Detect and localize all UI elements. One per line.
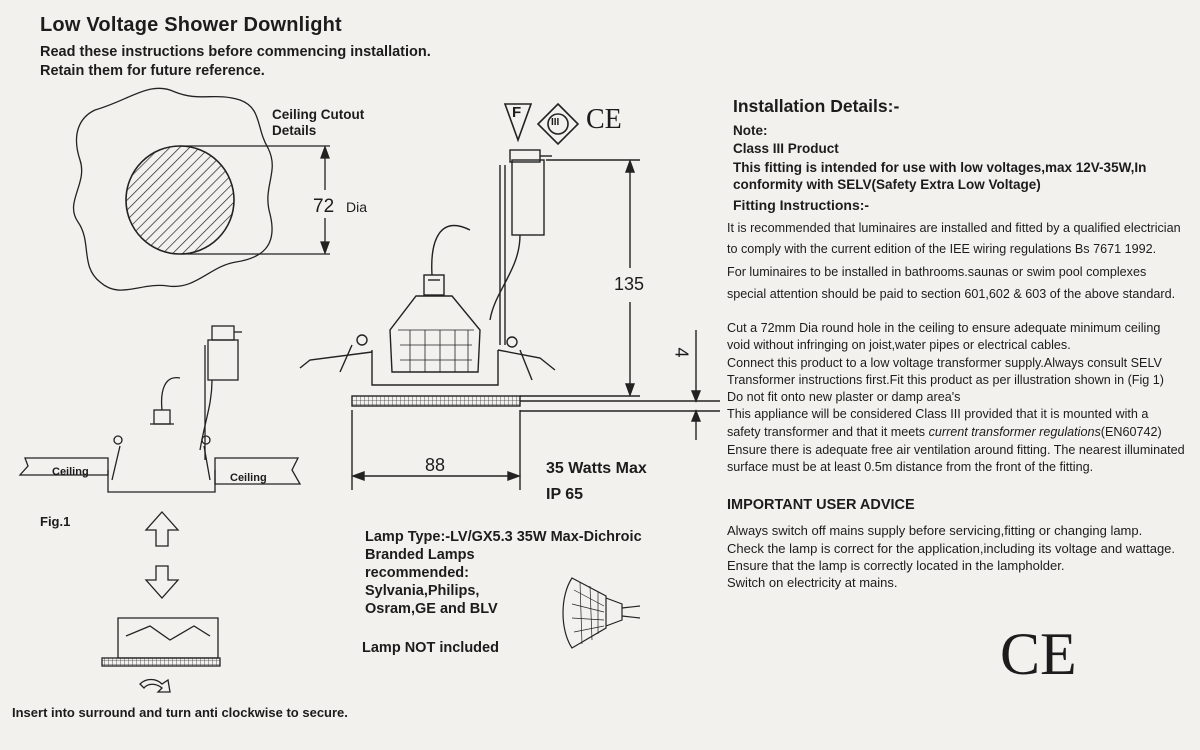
fig1-diagram xyxy=(20,326,300,692)
cutout-label-2: Details xyxy=(272,123,317,138)
para1-line-1: It is recommended that luminaires are installed and fitted by a qualified electrician xyxy=(727,221,1181,235)
document-title: Low Voltage Shower Downlight xyxy=(40,14,342,36)
installation-heading: Installation Details:- xyxy=(733,96,900,116)
para2-line-9: surface must be at least 0.5m distance from the front of the fitting. xyxy=(727,460,1094,474)
para2-line-1: Cut a 72mm Dia round hole in the ceiling to ensure adequate minimum ceiling xyxy=(727,321,1161,335)
intended-line-1: This fitting is intended for use with low voltages,max 12V-35W,In xyxy=(733,160,1147,175)
lamp-type-line-1: Lamp Type:-LV/GX5.3 35W Max-Dichroic xyxy=(365,529,642,545)
cutout-dia-value: 72 xyxy=(313,196,335,217)
width-dimension: 88 xyxy=(425,455,446,475)
intro-line-2: Retain them for future reference. xyxy=(40,63,265,79)
ce-mark: CE xyxy=(586,104,622,135)
para2-line-7 xyxy=(727,424,1162,441)
para2-line-5: Do not fit onto new plaster or damp area's xyxy=(727,390,961,404)
advice-line-4: Switch on electricity at mains. xyxy=(727,575,898,590)
lamp-type-line-3: recommended: xyxy=(365,565,469,581)
advice-line-3: Ensure that the lamp is correctly located in the lampholder. xyxy=(727,558,1065,573)
lamp-not-included: Lamp NOT included xyxy=(362,640,499,656)
insert-instruction: Insert into surround and turn anti clockwise to secure. xyxy=(12,705,348,720)
para1-line-3: For luminaires to be installed in bathrooms.saunas or swim pool complexes xyxy=(727,265,1147,279)
para2-line-6: This appliance will be considered Class III provided that it is mounted with a xyxy=(727,407,1149,421)
lamp-type-line-2: Branded Lamps xyxy=(365,547,475,563)
intro-line-1: Read these instructions before commencing installation. xyxy=(40,44,431,60)
ceiling-label-left: Ceiling xyxy=(52,466,89,478)
ce-mark-large: CE xyxy=(1000,621,1077,687)
fitting-heading: Fitting Instructions:- xyxy=(733,197,870,213)
para1-line-2: to comply with the current edition of the IEE wiring regulations Bs 7671 1992. xyxy=(727,242,1157,256)
dichroic-lamp-illustration xyxy=(563,578,640,648)
para2-line-7b: current transformer regulations xyxy=(928,425,1101,439)
fig-label: Fig.1 xyxy=(40,514,71,529)
para2-line-3: Connect this product to a low voltage transformer supply.Always consult SELV xyxy=(727,356,1162,370)
para2-line-2: void without infringing on joist,water pipes or electrical cables. xyxy=(727,338,1071,352)
para2-line-8: Ensure there is adequate free air ventilation around fitting. The nearest illuminated xyxy=(727,443,1185,457)
lamp-type-line-4: Sylvania,Philips, xyxy=(365,583,480,599)
para2-line-7c: (EN60742) xyxy=(1100,425,1162,439)
class-label: Class III Product xyxy=(733,141,839,156)
f-mark: F xyxy=(512,104,522,121)
advice-line-1: Always switch off mains supply before servicing,fitting or changing lamp. xyxy=(727,523,1143,538)
ip-rating: IP 65 xyxy=(546,486,584,503)
ceiling-label-right: Ceiling xyxy=(230,472,267,484)
height-dimension: 135 xyxy=(614,274,645,294)
depth-dimension: 4 xyxy=(671,347,692,358)
advice-heading: IMPORTANT USER ADVICE xyxy=(727,497,915,513)
lamp-type-line-5: Osram,GE and BLV xyxy=(365,601,498,617)
note-label: Note: xyxy=(733,123,768,138)
cutout-label-1: Ceiling Cutout xyxy=(272,107,365,122)
para2-line-4: Transformer instructions first.Fit this product as per illustration shown in (Fig 1) xyxy=(727,373,1164,387)
para1-line-4: special attention should be paid to section 601,602 & 603 of the above standard. xyxy=(727,287,1176,301)
class-3-mark: III xyxy=(551,117,560,128)
cutout-dia-unit: Dia xyxy=(346,199,368,215)
advice-line-2: Check the lamp is correct for the application,including its voltage and wattage. xyxy=(727,541,1176,556)
watts-rating: 35 Watts Max xyxy=(546,460,647,477)
para2-line-7a: safety transformer and that it meets xyxy=(727,425,929,439)
intended-line-2: conformity with SELV(Safety Extra Low Voltage) xyxy=(733,177,1041,192)
